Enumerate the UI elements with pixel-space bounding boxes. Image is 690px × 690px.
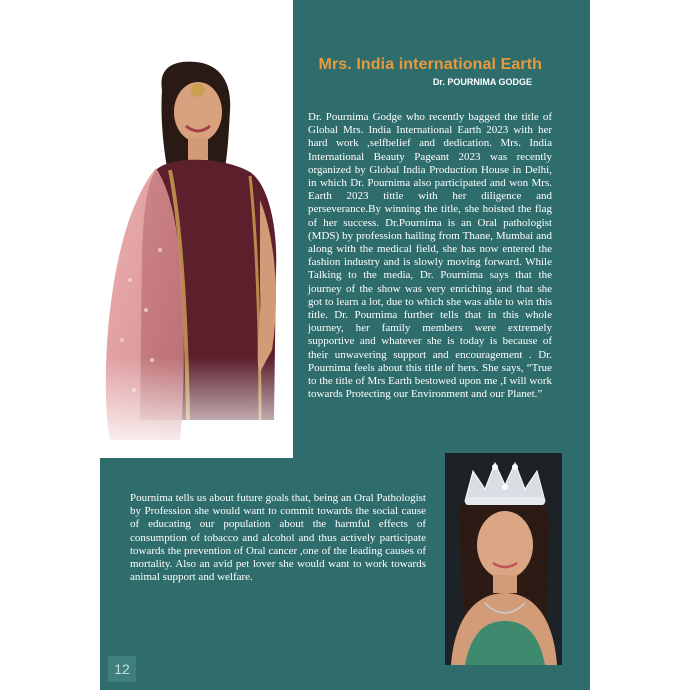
article-body: Dr. Pournima Godge who recently bagged the title of Global Mrs. India International Earth 2023 with her hard work ,selfbelief and dedication. Mrs. India International Beauty Pageant 2023 was recently organized by Global India Production House in Delhi, in which Dr. Pournima also participated and won Mrs. Earth 2023 tittle with her diligence and perseverance.By winning the title, she hoisted the flag of her success. Dr.Pournima is an Oral pathologist (MDS) by profession hailing from Thane, Mumbai and along with the medical field, she has now entered the fashion industry and is slowly moving forward. While Talking to the media, Dr. Pournima says that the journey of the show was very enriching and that she got to learn a lot, due to which she was able to win this title. Dr. Pournima further tells that in this whole journey, her family members were extremely supportive and whatever she is today is because of their unwavering support and encouragement . Dr. Pournima feels about this title of hers. She says, “True to the title of Mrs Earth bestowed upon me ,I will work towards Protecting our Environment and our Planet.” (308, 111, 552, 401)
article-title: Mrs. India international Earth (318, 56, 542, 73)
main-photo (100, 0, 293, 458)
magazine-page (100, 0, 590, 690)
article-subtitle: Dr. POURNIMA GODGE (432, 77, 532, 87)
crowned-portrait-photo (445, 453, 562, 665)
woman-in-saree-illustration (100, 0, 293, 458)
crowned-woman-illustration (445, 453, 562, 665)
page-number: 12 (108, 656, 136, 682)
future-goals-paragraph: Pournima tells us about future goals that, being an Oral Pathologist by Profession she would want to commit towards the social cause of educating our population about the harmful effects of consumption of tobacco and alcohol and thus actively participate towards the prevention of Oral cancer ,one of the leading causes of mortality. Also an avid pet lover she would want to work towards animal support and welfare. (130, 492, 426, 584)
